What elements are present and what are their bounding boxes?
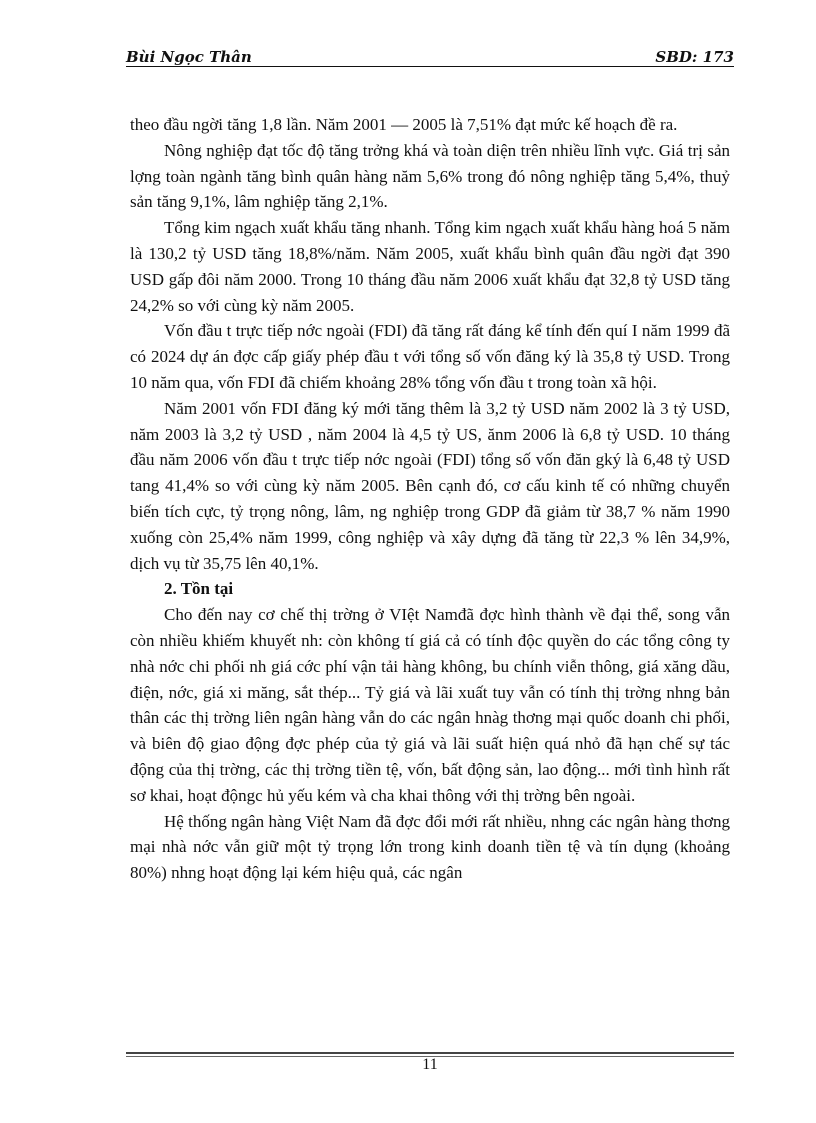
section-heading: 2. Tồn tại — [164, 579, 234, 599]
paragraph: Vốn đầu t trực tiếp nớc ngoài (FDI) đã tăng rất đáng kể tính đến quí I năm 1999 đã có 2024 dự án đợc cấp giấy phép đầu t với tổng số vốn đăng ký là 35,8 tỷ USD. Trong 10 năm qua, vốn FDI đã chiếm khoảng 28% tổng vốn đầu t trong toàn xã hội. — [130, 321, 730, 392]
paragraph: Hệ thống ngân hàng Việt Nam đã đợc đổi mới rất nhiều, nhng các ngân hàng thơng mại nhà nớc vẫn giữ một tỷ trọng lớn trong kinh doanh tiền tệ và tín dụng (khoảng 80%) nhng hoạt động lại kém hiệu quả, các ngân — [130, 811, 730, 883]
paragraph: theo đầu ngời tăng 1,8 lần. Năm 2001 — 2005 là 7,51% đạt mức kế hoạch đề ra. — [130, 115, 678, 134]
paragraph: Tổng kim ngạch xuất khẩu tăng nhanh. Tổng kim ngạch xuất khẩu hàng hoá 5 năm là 130,2 tỷ USD tăng 18,8%/năm. Năm 2005, xuất khẩu bình quân đầu ngời đạt 390 USD gấp đôi năm 2000. Trong 10 tháng đầu năm 2006 xuất khẩu đạt 32,8 tỷ USD tăng 24,2% so với cùng kỳ năm 2005. — [130, 218, 730, 315]
footer-rule — [126, 1052, 734, 1054]
paragraph: Cho đến nay cơ chế thị trờng ở VIệt Namđã đợc hình thành về đại thể, song vẫn còn nhiều khiếm khuyết nh: còn không tí giá cả có tính độc quyền do các tổng công ty nhà nớc chi phối nh giá cớc phí vận tải hàng không, bu chính viễn thông, giá xăng dầu, điện, nớc, giá xi măng, sắt thép... Tỷ giá và lãi xuất tuy vẫn có tính thị trờng nhng bản thân các thị trờng liên ngân hàng vẫn do các ngân hnàg thơng mại quốc doanh chi phối, và biên độ giao động đợc phép của tỷ giá và lãi suất hiện quá nhỏ đã hạn chế sự tác động của thị trờng, các thị trờng tiền tệ, vốn, bất động sản, lao động... mới tình hình rất sơ khai, hoạt độngc hủ yếu kém và cha khai thông với thị trờng bên ngoài. — [130, 605, 730, 805]
page-number: 11 — [422, 1056, 438, 1073]
page-header — [126, 46, 734, 66]
header-author: Bùi Ngọc Thân — [126, 48, 252, 66]
header-sbd: SBD: 173 — [655, 48, 734, 66]
header-rule — [126, 66, 734, 67]
paragraph: Năm 2001 vốn FDI đăng ký mới tăng thêm là 3,2 tỷ USD năm 2002 là 3 tỷ USD, năm 2003 là 3,2 tỷ USD , năm 2004 là 4,5 tỷ US, ănm 2006 là 6,8 tỷ USD. 10 tháng đầu năm 2006 vốn đầu t trực tiếp nớc ngoài (FDI) tổng số vốn đăn gký là 6,48 tỷ USD tang 41,4% so với cùng kỳ năm 2005. Bên cạnh đó, cơ cấu kinh tế có những chuyển biến tích cực, tỷ trọng nông, lâm, ng nghiệp trong GDP đã giảm từ 38,7 % năm 1990 xuống còn 25,4% năm 1999, công nghiệp và xây dựng đã tăng từ 22,3 % lên 34,9%, dịch vụ từ 35,75 lên 40,1%. — [130, 398, 730, 573]
paragraph: Nông nghiệp đạt tốc độ tăng trởng khá và toàn diện trên nhiều lĩnh vực. Giá trị sản lợng toàn ngành tăng bình quân hàng năm 5,6% trong đó nông nghiệp tăng 5,4%, thuỷ sản tăng 9,1%, lâm nghiệp tăng 2,1%. — [130, 140, 730, 212]
document-body — [130, 112, 730, 886]
